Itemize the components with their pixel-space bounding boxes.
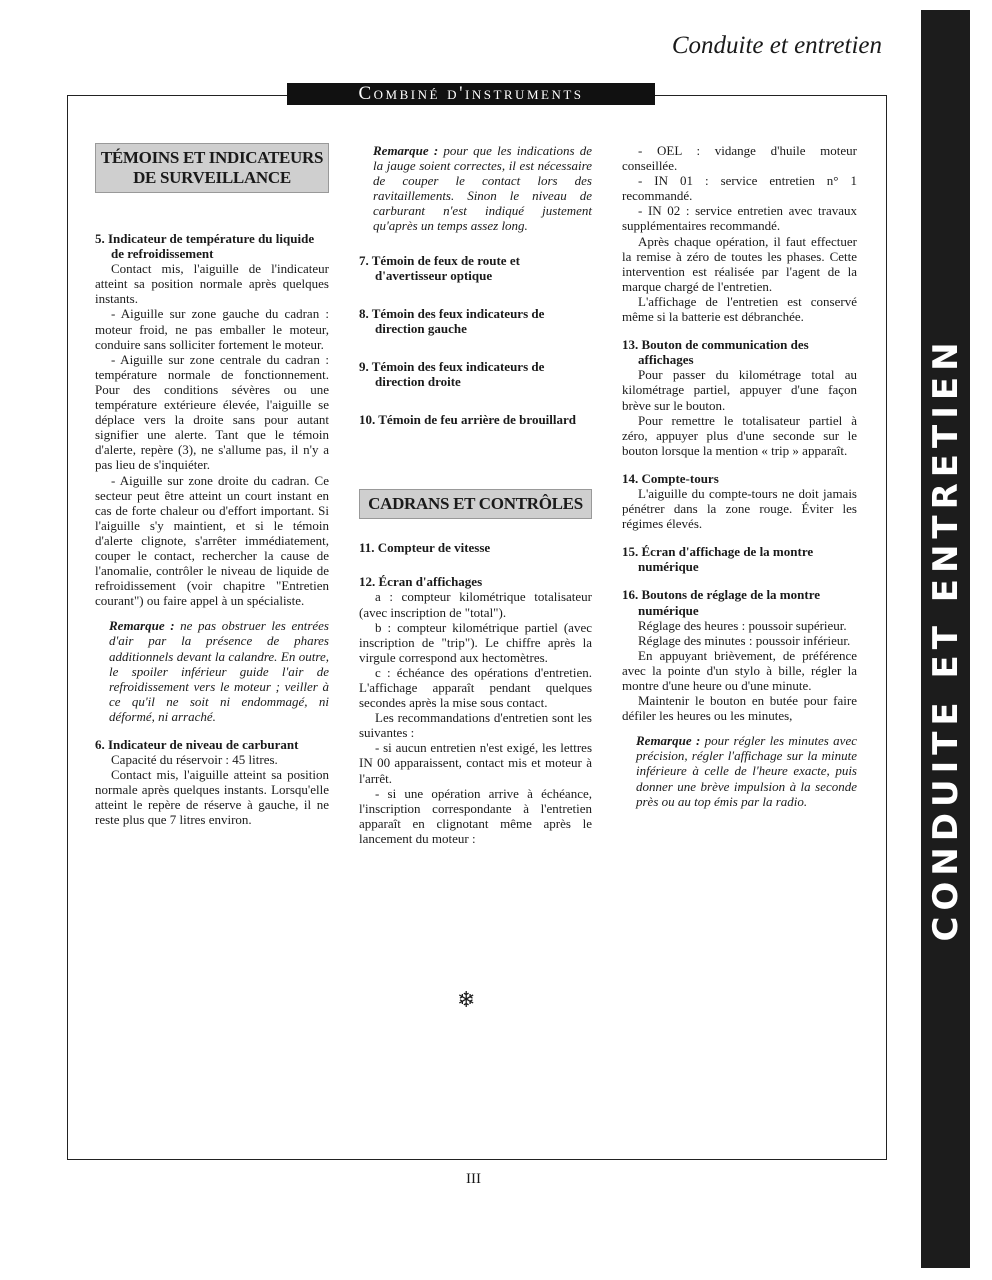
paragraph: a : compteur kilométrique totalisateur (avec inscription de "total"). <box>359 589 592 620</box>
paragraph: Contact mis, l'aiguille de l'indicateur atteint sa position normale après quelques instants. <box>95 261 329 307</box>
remark-note <box>95 618 329 724</box>
paragraph: b : compteur kilométrique partiel (avec inscription de "trip"). Le chiffre après la virgule correspond aux hectomètres. <box>359 619 592 665</box>
heading-11: 11. Compteur de vitesse <box>359 540 491 556</box>
paragraph: Réglage des heures : poussoir supérieur. <box>638 617 847 633</box>
side-tab <box>921 10 970 1268</box>
heading-7: 7. Témoin de feux de route et d'avertisseur optique <box>359 252 520 283</box>
paragraph: Les recommandations d'entretien sont les suivantes : <box>359 710 592 741</box>
heading-9: 9. Témoin des feux indicateurs de direction droite <box>359 358 545 390</box>
paragraph: En appuyant brièvement, de préférence avec la pointe d'un stylo à bille, régler la montre d'une heure ou d'une minute. <box>622 647 857 693</box>
heading-15: 15. Écran d'affichage de la montre numérique <box>622 544 814 575</box>
remark-label: Remarque : <box>636 733 701 749</box>
paragraph: Réglage des minutes : poussoir inférieur. <box>638 632 851 648</box>
remark-text: pour que les indications de la jauge soient correctes, il est nécessaire de couper le contact lors des ravitaillements. Sinon le niveau de carburant n'est indiqué justement qu'après un temps assez long. <box>373 143 592 234</box>
remark-text: pour régler les minutes avec précision, régler l'affichage sur la minute inférieure à celle de l'heure exacte, puis donner une brève impulsion à la seconde près ou au top émis par la radio. <box>636 733 857 809</box>
heading-8: 8. Témoin des feux indicateurs de direction gauche <box>359 305 545 336</box>
column-1 <box>95 143 329 828</box>
heading-5: 5. Indicateur de température du liquide de refroidissement <box>95 231 315 262</box>
paragraph: - si aucun entretien n'est exigé, les lettres IN 00 apparaissent, contact mis et moteur à l'arrêt. <box>359 740 592 786</box>
paragraph: - Aiguille sur zone droite du cadran. Ce secteur peut être atteint un court instant en cas de forte chaleur ou d'effort important. Si l'aiguille s'y maintient, et si le témoin d'alerte clignote, s'arrêter immédiatement, couper le contact, rechercher la cause de l'anomalie, contrôler le niveau de liquide de refroidissement (voir chapitre "Entretien courant") ou faire appel à un spécialiste. <box>95 472 329 609</box>
heading-13: 13. Bouton de communication des affichages <box>622 337 809 368</box>
paragraph: Capacité du réservoir : 45 litres. <box>111 752 278 768</box>
column-2 <box>359 143 592 846</box>
box-heading-cadrans: CADRANS ET CONTRÔLES <box>359 489 592 519</box>
page-number: III <box>466 1171 481 1187</box>
heading-16: 16. Boutons de réglage de la montre numérique <box>622 587 820 618</box>
paragraph: - IN 02 : service entretien avec travaux supplémentaires recommandé. <box>622 203 857 234</box>
paragraph: - IN 01 : service entretien n° 1 recommandé. <box>622 173 857 204</box>
paragraph: L'aiguille du compte-tours ne doit jamais pénétrer dans la zone rouge. Éviter les régimes élevés. <box>622 485 857 532</box>
remark-label: Remarque : <box>109 618 175 634</box>
heading-10: 10. Témoin de feu arrière de brouillard <box>359 412 577 428</box>
paragraph: - Aiguille sur zone gauche du cadran : moteur froid, ne pas emballer le moteur, conduire sans solliciter fortement le moteur. <box>95 306 329 352</box>
remark-text: ne pas obstruer les entrées d'air par la présence de phares additionnels devant la calandre. En outre, le spoiler inférieur guide l'air de refroidissement vers le moteur ; veiller à ce qu'il ne soit ni endommagé, ni déformé, ni arraché. <box>109 618 329 724</box>
snowflake-icon: ❄ <box>457 987 476 1012</box>
remark-note <box>622 733 857 808</box>
paragraph: Après chaque opération, il faut effectuer la remise à zéro de toutes les phases. Cette intervention est réalisée par l'agent de la marque chargé de l'entretien. <box>622 233 857 294</box>
heading-6: 6. Indicateur de niveau de carburant <box>95 737 299 752</box>
paragraph: Contact mis, l'aiguille atteint sa position normale après quelques instants. Lorsqu'elle atteint le repère de réserve à gauche, il ne reste plus que 7 litres environ. <box>95 767 329 828</box>
paragraph: - Aiguille sur zone centrale du cadran : température normale de fonctionnement. Pour des conditions sévères ou une température extérieure élevée, l'aiguille se déplace vers la droite sans pour autant signifier une alerte. Tant que le témoin d'alerte, repère (3), ne s'allume pas, il n'y a pas lieu de s'inquiéter. <box>95 351 329 473</box>
column-3 <box>622 143 857 809</box>
paragraph: Maintenir le bouton en butée pour faire défiler les heures ou les minutes, <box>622 693 857 724</box>
box-heading-temoins: TÉMOINS ET INDICATEURS DE SURVEILLANCE <box>95 143 329 193</box>
remark-label: Remarque : <box>373 143 439 158</box>
page-header-title: Conduite et entretien <box>671 32 882 59</box>
paragraph: Pour passer du kilométrage total au kilométrage partiel, appuyer d'une façon brève sur le bouton. <box>622 367 857 413</box>
section-banner: Combiné d'instruments <box>287 83 655 105</box>
heading-12: 12. Écran d'affichages <box>359 574 483 590</box>
remark-note <box>359 143 592 234</box>
paragraph: L'affichage de l'entretien est conservé même si la batterie est débranchée. <box>622 293 857 325</box>
paragraph: Pour remettre le totalisateur partiel à zéro, appuyer plus d'une seconde sur le bouton lorsque la mention « trip » apparaît. <box>622 412 857 458</box>
paragraph: - si une opération arrive à échéance, l'inscription correspondante à l'entretien apparaît en clignotant même après le lancement du moteur : <box>359 785 592 846</box>
paragraph: c : échéance des opérations d'entretien. L'affichage apparaît pendant quelques secondes après la mise sous contact. <box>359 664 592 711</box>
side-tab-label: CONDUITE ET ENTRETIEN <box>925 336 966 942</box>
paragraph: - OEL : vidange d'huile moteur conseillée. <box>622 143 857 174</box>
heading-14: 14. Compte-tours <box>622 470 719 486</box>
